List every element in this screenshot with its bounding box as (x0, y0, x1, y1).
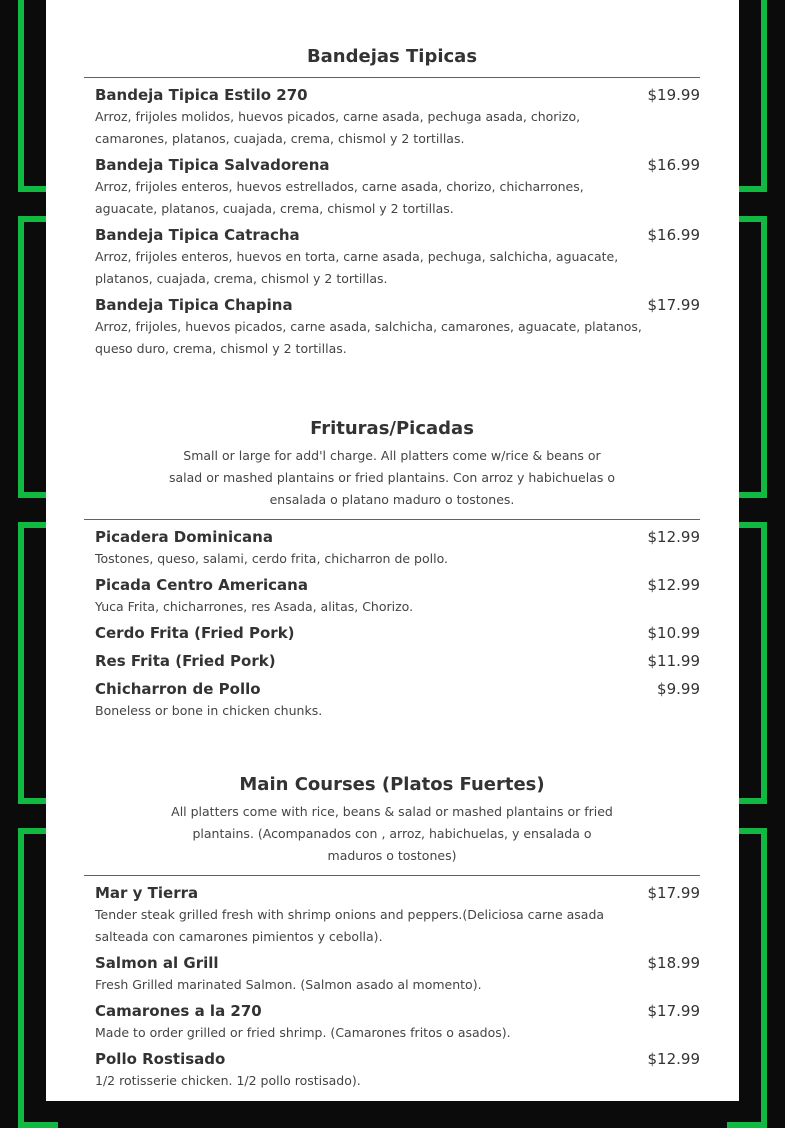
section-description: Small or large for add'l charge. All platters come w/rice & beans or salad or mashed plantains or fried plantains. Con arroz y habichuelas o ensalada o platano maduro o tostones. (169, 448, 615, 507)
menu-item-price: $18.99 (647, 954, 700, 972)
menu-section-bandejas (84, 45, 700, 360)
menu-item (84, 623, 700, 643)
menu-item-description: 1/2 rotisserie chicken. 1/2 pollo rostisado). (95, 1073, 361, 1088)
menu-item-name: Camarones a la 270 (95, 1002, 262, 1020)
menu-item (84, 883, 700, 948)
menu-item-name: Bandeja Tipica Estilo 270 (95, 86, 308, 104)
menu-item-name: Chicharron de Pollo (95, 680, 261, 698)
menu-item-description: Arroz, frijoles enteros, huevos en torta, carne asada, pechuga, salchicha, aguacate, platanos, cuajada, crema, chismol y 2 tortillas. (95, 249, 619, 286)
menu-item-description: Arroz, frijoles molidos, huevos picados, carne asada, pechuga asada, chorizo, camarones, platanos, cuajada, crema, chismol y 2 tortillas. (95, 109, 581, 146)
menu-item-price: $17.99 (647, 1002, 700, 1020)
menu-item-name: Salmon al Grill (95, 954, 219, 972)
menu-item (84, 527, 700, 570)
menu-item-name: Cerdo Frita (Fried Pork) (95, 624, 295, 642)
menu-item (84, 1001, 700, 1044)
menu-item (84, 575, 700, 618)
menu-item-description: Tender steak grilled fresh with shrimp onions and peppers.(Deliciosa carne asada salteada con camarones pimientos y cebolla). (95, 907, 605, 944)
menu-item-price: $9.99 (657, 680, 700, 698)
menu-page (46, 0, 739, 1101)
menu-item (84, 295, 700, 360)
section-title: Bandejas Tipicas (306, 46, 478, 67)
menu-section-frituras (84, 417, 700, 722)
menu-item-description: Fresh Grilled marinated Salmon. (Salmon asado al momento). (95, 977, 482, 992)
menu-item-price: $17.99 (647, 884, 700, 902)
menu-item-description: Arroz, frijoles enteros, huevos estrellados, carne asada, chorizo, chicharrones, aguacate, platanos, cuajada, crema, chismol y 2 tortillas. (95, 179, 584, 216)
menu-item (84, 155, 700, 220)
menu-item-description: Arroz, frijoles, huevos picados, carne asada, salchicha, camarones, aguacate, platanos, queso duro, crema, chismol y 2 tortillas. (95, 319, 642, 356)
menu-item-name: Pollo Rostisado (95, 1050, 226, 1068)
section-title: Main Courses (Platos Fuertes) (239, 774, 545, 795)
menu-item-name: Bandeja Tipica Chapina (95, 296, 293, 314)
section-divider (84, 875, 700, 876)
menu-item-price: $16.99 (647, 226, 700, 244)
menu-item (84, 679, 700, 722)
menu-item (84, 225, 700, 290)
menu-item-description: Boneless or bone in chicken chunks. (95, 703, 323, 718)
menu-item (84, 1049, 700, 1092)
section-divider (84, 519, 700, 520)
menu-item-name: Mar y Tierra (95, 884, 199, 902)
menu-item-name: Res Frita (Fried Pork) (95, 652, 276, 670)
section-divider (84, 77, 700, 78)
menu-item-price: $12.99 (647, 1050, 700, 1068)
menu-item-name: Picada Centro Americana (95, 576, 308, 594)
section-description: All platters come with rice, beans & salad or mashed plantains or fried plantains. (Acompanados con , arroz, habichuelas, y ensalada o maduros o tostones) (171, 804, 613, 863)
menu-item (84, 953, 700, 996)
menu-item-price: $12.99 (647, 576, 700, 594)
menu-item-name: Bandeja Tipica Salvadorena (95, 156, 330, 174)
menu-item (84, 651, 700, 671)
menu-item-price: $10.99 (647, 624, 700, 642)
menu-item-price: $11.99 (647, 652, 700, 670)
menu-item-price: $16.99 (647, 156, 700, 174)
menu-item-price: $12.99 (647, 528, 700, 546)
menu-item-price: $19.99 (647, 86, 700, 104)
menu-item (84, 85, 700, 150)
menu-item-name: Bandeja Tipica Catracha (95, 226, 300, 244)
menu-item-description: Tostones, queso, salami, cerdo frita, chicharron de pollo. (95, 551, 448, 566)
menu-item-description: Made to order grilled or fried shrimp. (Camarones fritos o asados). (95, 1025, 511, 1040)
menu-item-description: Yuca Frita, chicharrones, res Asada, alitas, Chorizo. (95, 599, 414, 614)
menu-section-main-courses (84, 773, 700, 1092)
menu-item-price: $17.99 (647, 296, 700, 314)
menu-item-name: Picadera Dominicana (95, 528, 273, 546)
section-title: Frituras/Picadas (310, 418, 474, 439)
